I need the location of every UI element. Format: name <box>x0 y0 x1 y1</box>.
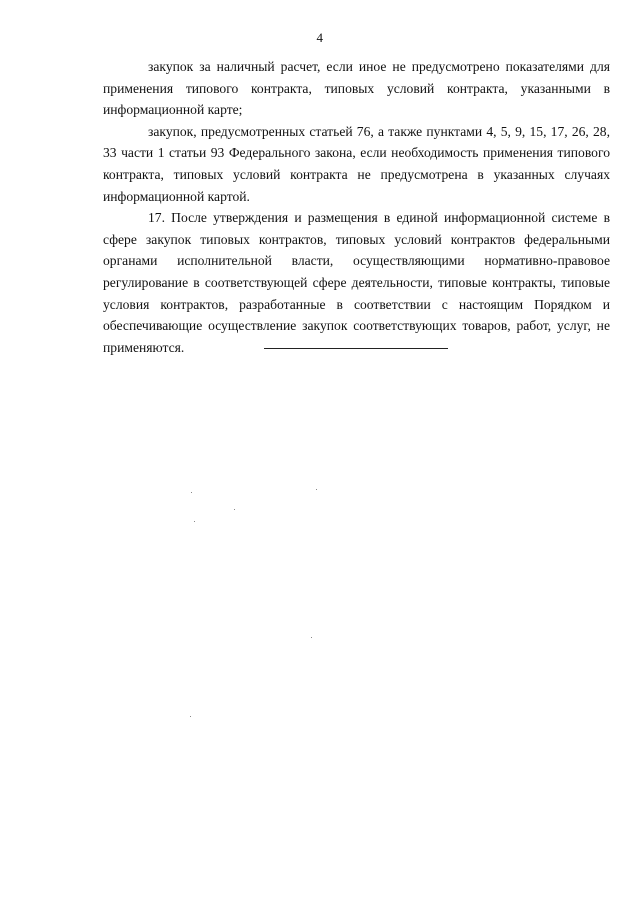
scan-speck <box>190 716 191 717</box>
end-of-text-divider <box>264 348 448 349</box>
scan-speck <box>191 492 192 493</box>
scan-speck <box>194 521 195 522</box>
document-body <box>103 56 610 358</box>
scan-speck <box>234 509 235 510</box>
page-number: 4 <box>316 30 324 45</box>
paragraph-cash-purchases: закупок за наличный расчет, если иное не предусмотрено показателями для применения типового контракта, типовых условий контракта, указанными в информационной карте; <box>103 59 610 118</box>
paragraph-article-76-purchases: закупок, предусмотренных статьей 76, а также пунктами 4, 5, 9, 15, 17, 26, 28, 33 части 1 статьи 93 Федерального закона, если необходимость применения типового контракта, типовых условий контракта не предусмотрена в указанных случаях информационной картой. <box>103 123 610 204</box>
scan-speck <box>311 637 312 638</box>
scan-speck <box>316 489 317 490</box>
paragraph-17: 17. После утверждения и размещения в единой информационной системе в сфере закупок типовых контрактов, типовых условий контрактов федеральными органами исполнительной власти, осуществляющими нормативно-правовое регулирование в соответствующей сфере деятельности, типовые контракты, типовые условия контрактов, разработанные в соответствии с настоящим Порядком и обеспечивающие осуществление закупок соответствующих товаров, работ, услуг, не применяются. <box>103 210 610 355</box>
